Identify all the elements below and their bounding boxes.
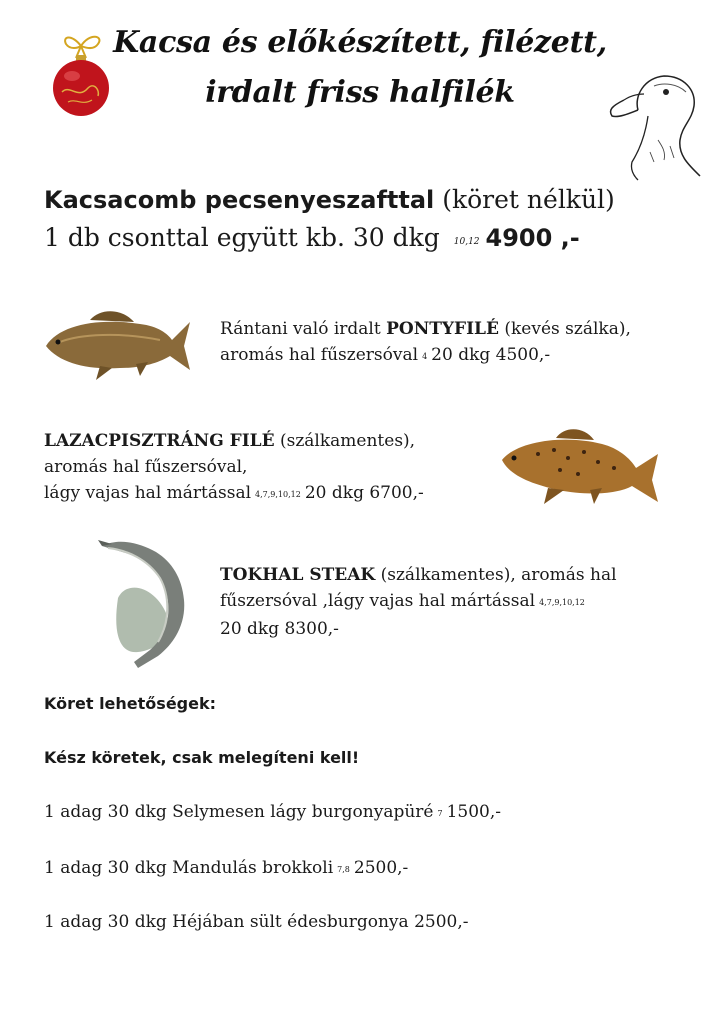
page-title — [100, 18, 620, 118]
side-line-2 — [44, 858, 408, 878]
side-line-3-text: 1 adag 30 dkg Héjában sült édesburgonya — [44, 912, 409, 932]
item-pontyfile-prefix: Rántani való irdalt — [220, 319, 387, 339]
duck-head-sketch-icon — [604, 66, 708, 182]
duck-offer-line-1 — [44, 184, 615, 216]
duck-offer-detail: 1 db csonttal együtt kb. 30 dkg — [44, 223, 440, 252]
title-line-2: irdalt friss halfilék — [205, 75, 515, 110]
item-pontyfile-suffix: (kevés szálka), — [498, 319, 631, 339]
trout-fish-icon — [498, 424, 662, 508]
sides-heading: Köret lehetőségek: — [44, 694, 217, 713]
carp-fish-icon — [40, 304, 192, 382]
side-line-2-text: 1 adag 30 dkg Mandulás brokkoli — [44, 858, 334, 878]
item-pontyfile-name: PONTYFILÉ — [386, 319, 499, 339]
item-pontyfile — [220, 316, 631, 370]
item-tokhal-line2: fűszersóval ,lágy vajas hal mártással — [220, 591, 536, 611]
item-lazacpisztrang — [44, 428, 424, 508]
side-line-3 — [44, 912, 469, 932]
item-tokhal-allergens: 4,7,9,10,12 — [539, 598, 585, 607]
item-lazacpisztrang-price: 20 dkg 6700,- — [304, 483, 424, 503]
duck-offer-price: 4900 ,- — [485, 224, 580, 252]
item-pontyfile-allergens: 4 — [422, 352, 428, 361]
side-line-2-price: 2500,- — [353, 858, 409, 878]
sturgeon-fish-icon — [98, 538, 194, 670]
item-lazacpisztrang-line3: lágy vajas hal mártással — [44, 483, 252, 503]
side-line-2-allergens: 7,8 — [337, 865, 350, 874]
item-pontyfile-line2: aromás hal fűszersóval — [220, 345, 419, 365]
sides-subheading: Kész köretek, csak melegíteni kell! — [44, 748, 360, 767]
item-tokhal-suffix: (szálkamentes), aromás hal — [375, 565, 617, 585]
item-lazacpisztrang-line2: aromás hal fűszersóval, — [44, 457, 248, 477]
item-lazacpisztrang-suffix: (szálkamentes), — [274, 431, 416, 451]
side-line-1-allergens: 7 — [437, 809, 443, 818]
duck-offer-name-suffix: (köret nélkül) — [434, 185, 615, 214]
item-tokhal — [220, 562, 617, 642]
item-lazacpisztrang-allergens: 4,7,9,10,12 — [255, 490, 301, 499]
side-line-1 — [44, 802, 501, 822]
duck-offer-name: Kacsacomb pecsenyeszafttal — [44, 186, 435, 214]
side-line-1-price: 1500,- — [446, 802, 501, 822]
duck-offer-line-2 — [44, 222, 580, 258]
duck-offer-allergens: 10,12 — [453, 237, 480, 247]
item-pontyfile-price: 20 dkg 4500,- — [431, 345, 551, 365]
item-tokhal-price: 20 dkg 8300,- — [220, 619, 339, 639]
item-tokhal-name: TOKHAL STEAK — [220, 565, 376, 585]
item-lazacpisztrang-name: LAZACPISZTRÁNG FILÉ — [44, 431, 275, 451]
title-line-1: Kacsa és előkészített, filézett, — [113, 25, 607, 60]
side-line-3-price: 2500,- — [408, 912, 469, 932]
side-line-1-text: 1 adag 30 dkg Selymesen lágy burgonyapüré — [44, 802, 434, 822]
